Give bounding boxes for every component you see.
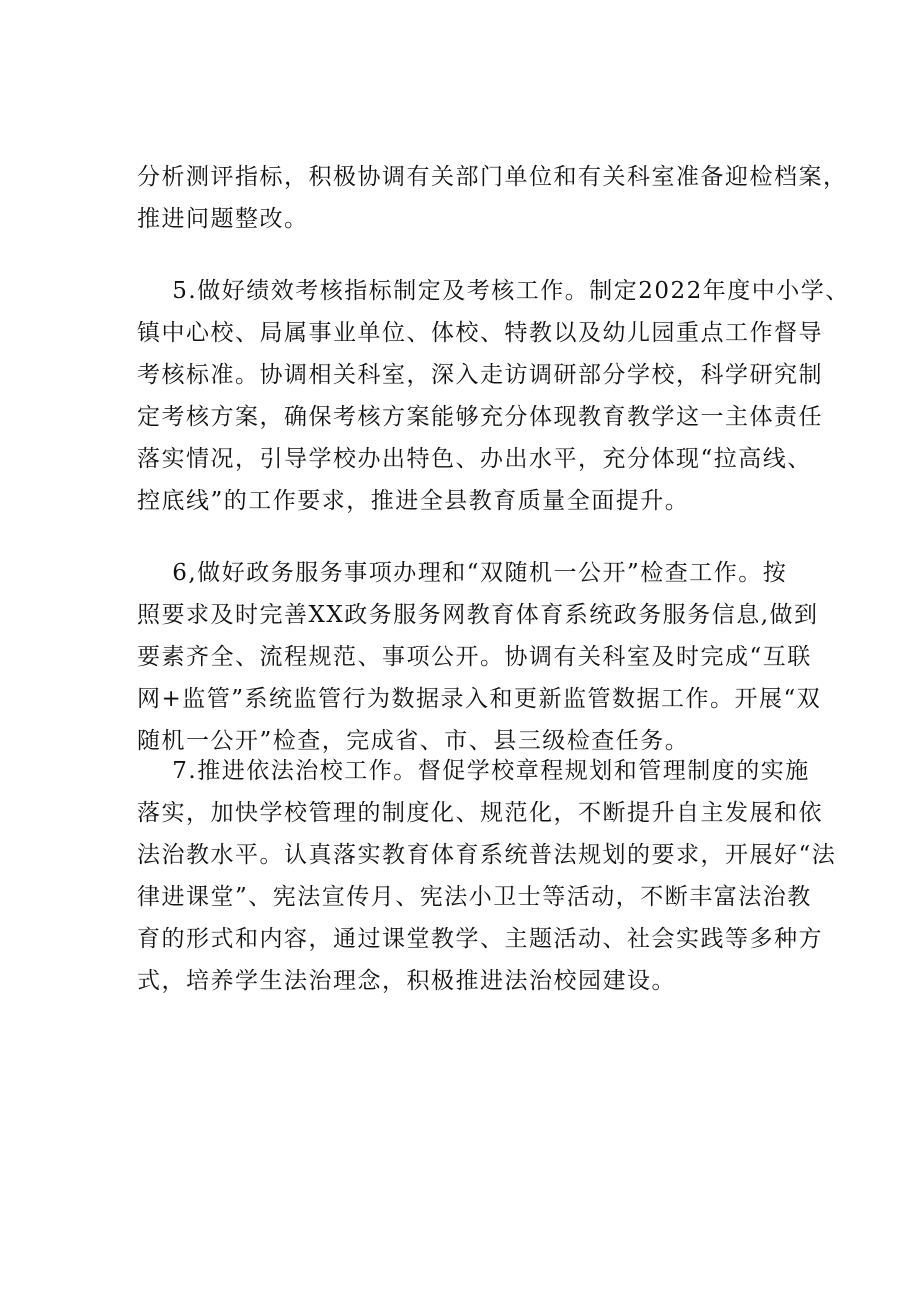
text-line: 7.推进依法治校工作。督促学校章程规划和管理制度的实施 (137, 758, 810, 784)
text-line: 考核标准。协调相关科室，深入走访调研部分学校，科学研究制 (137, 362, 823, 388)
paragraph-item-6 (137, 552, 822, 762)
paragraph-continuation (137, 156, 848, 240)
text-line: 要素齐全、流程规范、事项公开。协调有关科室及时完成“互联 (137, 644, 812, 670)
text-line: 分析测评指标，积极协调有关部门单位和有关科室准备迎检档案， (137, 164, 848, 190)
text-line: 法治教水平。认真落实教育体育系统普法规划的要求，开展好“法 (137, 842, 837, 868)
text-line: 照要求及时完善XX政务服务网教育体育系统政务服务信息,做到 (137, 602, 819, 628)
text-line: 律进课堂”、宪法宣传月、宪法小卫士等活动，不断丰富法治教 (137, 884, 812, 910)
paragraph-item-7 (137, 750, 837, 1002)
paragraph-item-5 (137, 270, 850, 522)
text-line: 落实情况，引导学校办出特色、办出水平，充分体现“拉高线、 (137, 446, 812, 472)
text-line: 5.做好绩效考核指标制定及考核工作。制定2022年度中小学、 (137, 278, 850, 304)
text-line: 随机一公开”检查，完成省、市、县三级检查任务。 (137, 728, 690, 754)
text-line: 定考核方案，确保考核方案能够充分体现教育教学这一主体责任 (137, 404, 823, 430)
text-line: 育的形式和内容，通过课堂教学、主题活动、社会实践等多种方 (137, 926, 823, 952)
text-line: 推进问题整改。 (137, 206, 309, 232)
text-line: 式，培养学生法治理念，积极推进法治校园建设。 (137, 968, 676, 994)
text-line: 落实，加快学校管理的制度化、规范化，不断提升自主发展和依 (137, 800, 823, 826)
text-line: 6,做好政务服务事项办理和“双随机一公开”检查工作。按 (137, 560, 788, 586)
text-line: 网+监管”系统监管行为数据录入和更新监管数据工作。开展“双 (137, 686, 822, 712)
text-line: 镇中心校、局属事业单位、体校、特教以及幼儿园重点工作督导 (137, 320, 823, 346)
text-line: 控底线”的工作要求，推进全县教育质量全面提升。 (137, 488, 690, 514)
